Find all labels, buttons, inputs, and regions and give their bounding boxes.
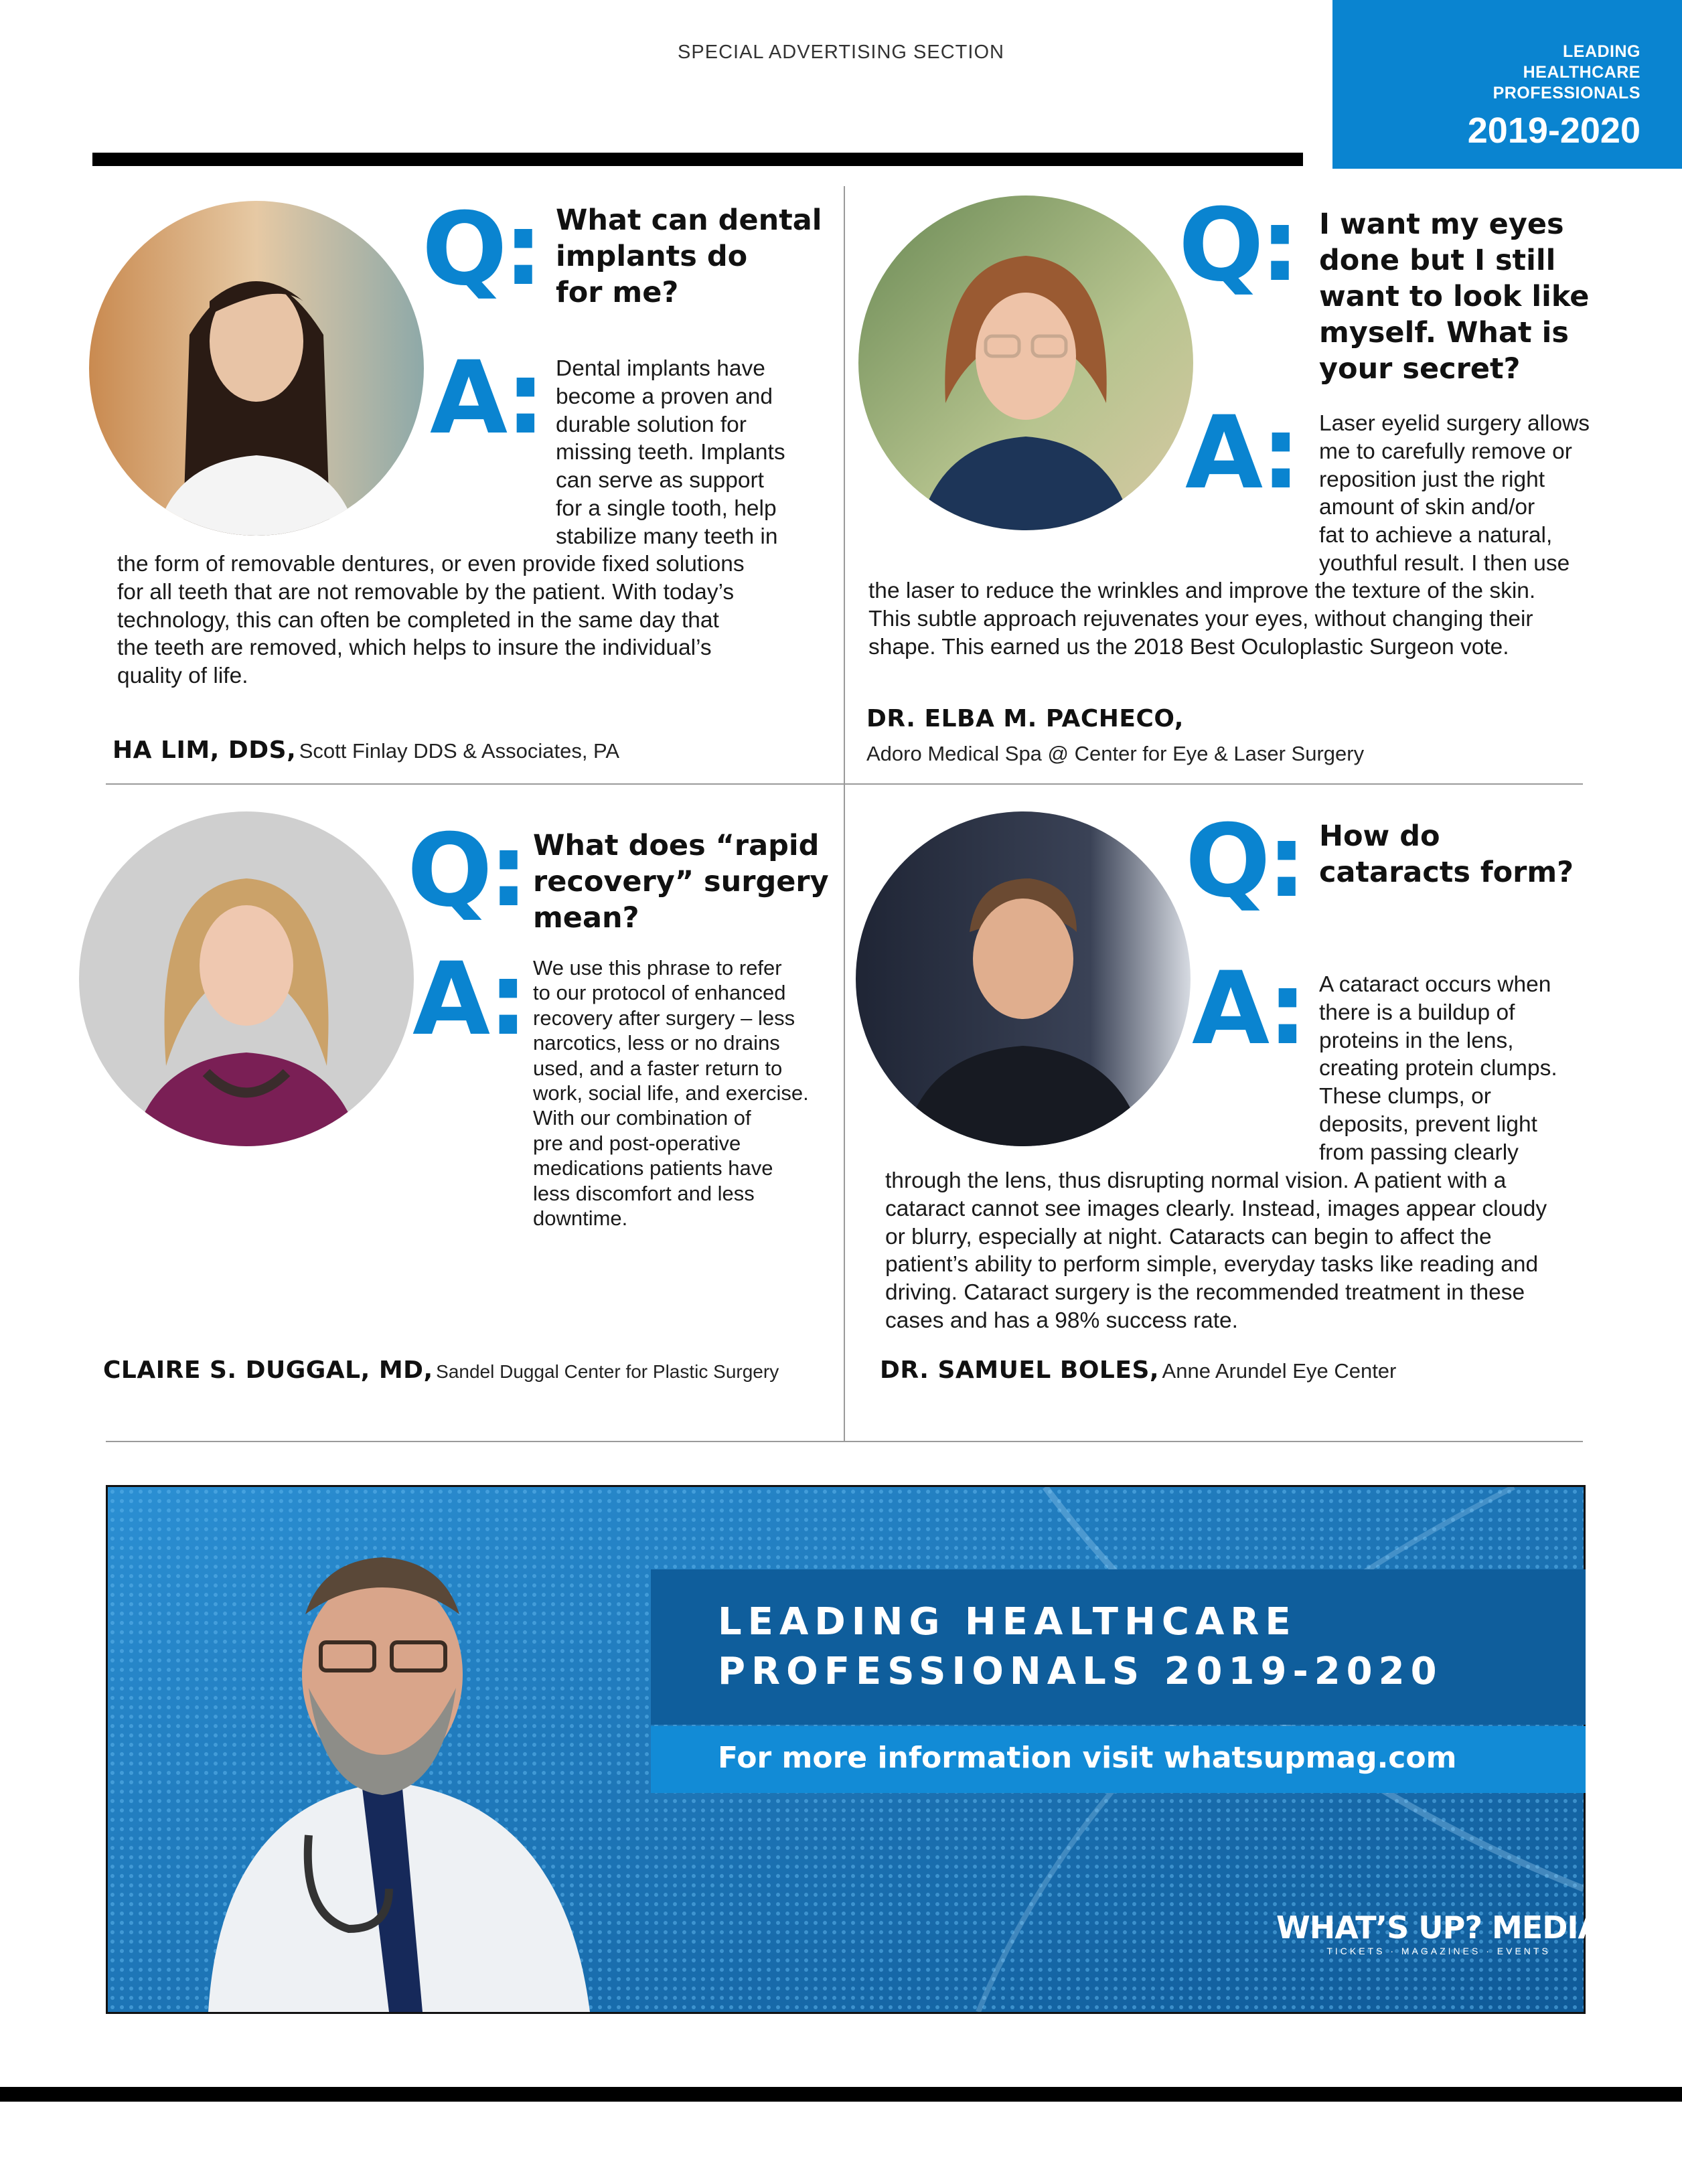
answer-line: downtime. (533, 1206, 628, 1231)
answer-mark: A: (1192, 951, 1304, 1067)
answer-line: medications patients have (533, 1156, 773, 1180)
answer-line: This subtle approach rejuvenates your eyes, without changing their (868, 606, 1533, 631)
answer-line: through the lens, thus disrupting normal vision. A patient with a (885, 1168, 1507, 1193)
answer-line: proteins in the lens, (1319, 1028, 1514, 1053)
answer-text (533, 955, 809, 1231)
question-line: What can dental (556, 204, 822, 237)
badge-line: LEADING (1563, 42, 1640, 61)
logo-subtext: TICKETS · MAGAZINES · EVENTS (1326, 1946, 1551, 1956)
answer-line: We use this phrase to refer (533, 956, 782, 980)
answer-line: stabilize many teeth in (556, 524, 778, 549)
banner-title-line: LEADING HEALTHCARE (718, 1600, 1297, 1644)
answer-line: the form of removable dentures, or even provide fixed solutions (117, 552, 745, 576)
whats-up-media-logo (1276, 1909, 1601, 1956)
doctor-affiliation: Sandel Duggal Center for Plastic Surgery (436, 1361, 779, 1382)
answer-line: creating protein clumps. (1319, 1056, 1557, 1081)
answer-line: patient’s ability to perform simple, everyday tasks like reading and (885, 1252, 1539, 1277)
portrait-photo (89, 201, 424, 536)
answer-line: there is a buildup of (1319, 1000, 1515, 1025)
answer-line: deposits, prevent light (1319, 1111, 1537, 1137)
answer-line: narcotics, less or no drains (533, 1031, 780, 1055)
question-mark: Q: (407, 813, 525, 929)
badge-line: HEALTHCARE (1523, 63, 1640, 82)
question-line: implants do (556, 240, 748, 273)
answer-line: less discomfort and less (533, 1181, 755, 1205)
doctor-name: DR. SAMUEL BOLES, (880, 1356, 1160, 1384)
answer-line: used, and a faster return to (533, 1056, 783, 1080)
question-line: myself. What is (1319, 316, 1569, 349)
doctor-name: CLAIRE S. DUGGAL, MD, (103, 1356, 433, 1384)
badge-year: 2019-2020 (1467, 110, 1640, 151)
answer-line: Laser eyelid surgery allows (1319, 411, 1590, 436)
answer-line: the teeth are removed, which helps to insure the individual’s (117, 635, 712, 661)
doctor-credit (112, 736, 619, 764)
question-line: your secret? (1319, 352, 1521, 386)
banner-url-box[interactable] (651, 1726, 1586, 1793)
doctor-name: HA LIM, DDS, (112, 736, 297, 764)
banner-title-box (651, 1569, 1586, 1725)
question-text (533, 828, 829, 936)
answer-line: pre and post-operative (533, 1131, 741, 1155)
answer-line: from passing clearly (1319, 1140, 1519, 1165)
doctor-name: DR. ELBA M. PACHECO, (866, 705, 1184, 732)
logo-text: WHAT’S UP? MEDIA (1276, 1909, 1602, 1946)
top-rule (92, 153, 1303, 166)
question-line: want to look like (1319, 280, 1590, 313)
section-label: SPECIAL ADVERTISING SECTION (678, 42, 1004, 63)
answer-line: recovery after surgery – less (533, 1006, 795, 1030)
question-mark: Q: (1178, 187, 1296, 304)
answer-line: cases and has a 98% success rate. (885, 1308, 1238, 1333)
answer-continuation (868, 577, 1535, 661)
bottom-rule (0, 2087, 1682, 2102)
portrait-photo (858, 196, 1193, 530)
leading-healthcare-badge (1332, 0, 1682, 169)
answer-line: reposition just the right (1319, 467, 1545, 492)
answer-line: can serve as support (556, 468, 764, 493)
answer-line: become a proven and (556, 384, 773, 409)
answer-continuation (117, 550, 745, 690)
answer-mark: A: (1185, 395, 1297, 512)
banner-title (718, 1597, 1443, 1697)
doctor-credit (103, 1356, 779, 1384)
question-text (556, 202, 822, 311)
question-line: for me? (556, 276, 679, 309)
answer-mark: A: (412, 941, 524, 1058)
answer-line: youthful result. I then use (1319, 550, 1570, 576)
answer-continuation (885, 1167, 1547, 1335)
question-text (1319, 206, 1589, 387)
answer-line: A cataract occurs when (1319, 972, 1551, 997)
question-line: cataracts form? (1319, 856, 1574, 889)
portrait-photo (79, 811, 414, 1146)
question-line: How do (1319, 820, 1440, 853)
answer-line: driving. Cataract surgery is the recommended treatment in these (885, 1280, 1525, 1306)
doctor-credit (880, 1356, 1396, 1384)
row-divider (106, 1441, 1583, 1442)
answer-line: With our combination of (533, 1106, 751, 1130)
question-line: done but I still (1319, 244, 1556, 277)
question-mark: Q: (422, 191, 540, 308)
row-divider (106, 783, 1583, 785)
question-line: I want my eyes (1319, 208, 1564, 241)
answer-line: technology, this can often be completed in the same day that (117, 607, 719, 633)
column-divider (844, 186, 845, 1441)
banner-url-link[interactable]: For more information visit whatsupmag.com (718, 1741, 1457, 1775)
banner-title-line: PROFESSIONALS 2019-2020 (718, 1650, 1443, 1693)
answer-line: shape. This earned us the 2018 Best Oculoplastic Surgeon vote. (868, 634, 1509, 659)
question-text (1319, 818, 1574, 890)
answer-line: me to carefully remove or (1319, 439, 1572, 464)
answer-line: the laser to reduce the wrinkles and improve the texture of the skin. (868, 578, 1536, 603)
answer-line: durable solution for (556, 412, 747, 437)
answer-mark: A: (430, 340, 542, 457)
question-mark: Q: (1185, 803, 1303, 920)
question-line: recovery” surgery (533, 865, 829, 899)
answer-line: Dental implants have (556, 356, 765, 381)
answer-line: fat to achieve a natural, (1319, 523, 1553, 548)
doctor-affiliation: Adoro Medical Spa @ Center for Eye & Laser Surgery (866, 742, 1365, 765)
answer-line: missing teeth. Implants (556, 440, 785, 465)
doctor-affiliation: Scott Finlay DDS & Associates, PA (299, 739, 620, 763)
answer-line: for a single tooth, help (556, 495, 777, 521)
portrait-photo (856, 811, 1191, 1146)
question-line: mean? (533, 901, 639, 935)
answer-line: for all teeth that are not removable by the patient. With today’s (117, 579, 735, 605)
answer-line: cataract cannot see images clearly. Instead, images appear cloudy (885, 1196, 1547, 1221)
question-line: What does “rapid (533, 829, 820, 862)
answer-line: amount of skin and/or (1319, 495, 1535, 520)
answer-text (1319, 410, 1590, 578)
answer-line: to our protocol of enhanced (533, 981, 786, 1005)
badge-line: PROFESSIONALS (1493, 84, 1640, 102)
answer-line: quality of life. (117, 664, 248, 689)
answer-line: work, social life, and exercise. (533, 1081, 809, 1105)
answer-line: or blurry, especially at night. Cataracts can begin to affect the (885, 1224, 1492, 1249)
answer-line: These clumps, or (1319, 1084, 1491, 1109)
doctor-affiliation: Anne Arundel Eye Center (1162, 1359, 1397, 1383)
answer-text (1319, 971, 1557, 1167)
answer-text (556, 355, 785, 551)
